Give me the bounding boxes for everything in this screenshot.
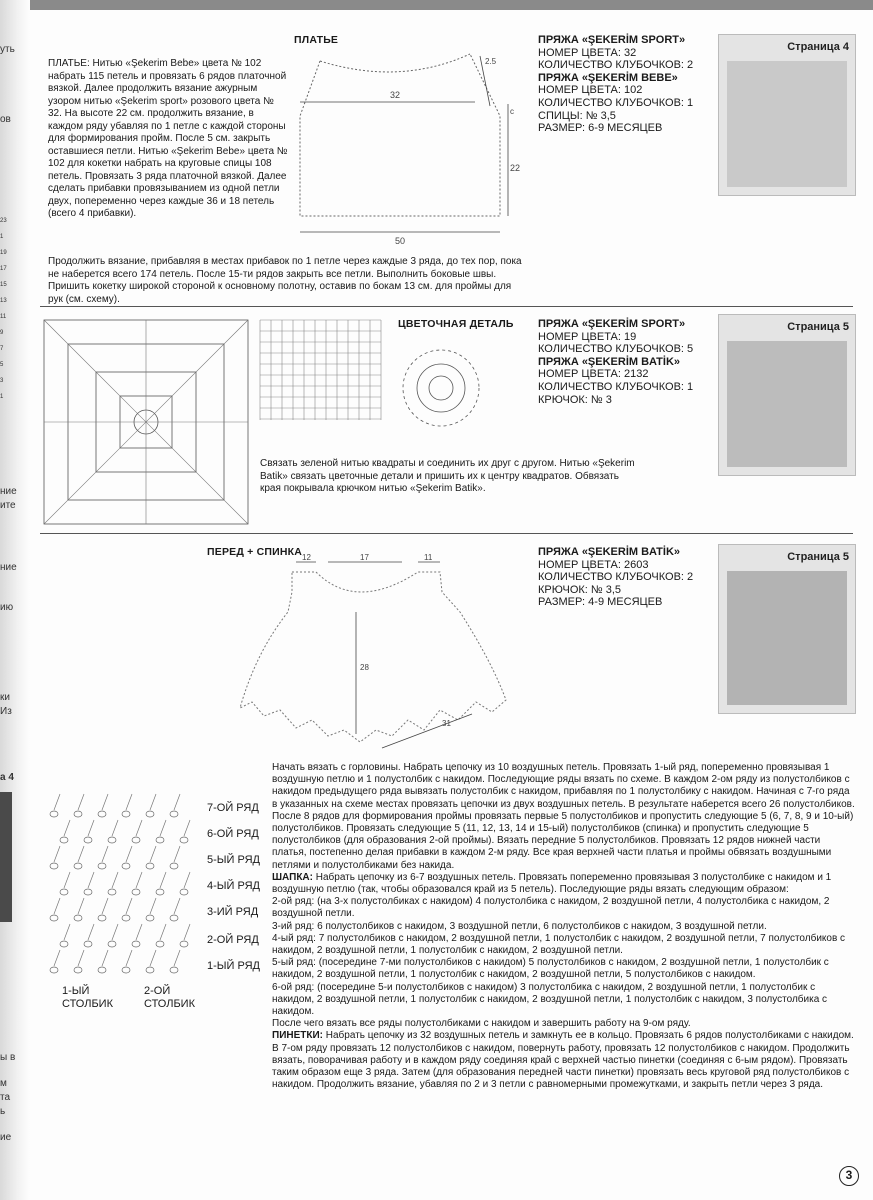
chain-stitch xyxy=(84,941,92,947)
treble-stitch xyxy=(136,924,142,940)
chain-stitch xyxy=(146,967,154,973)
chain-stitch xyxy=(98,915,106,921)
treble-stitch xyxy=(54,950,60,966)
yarn-detail: СПИЦЫ: № 3,5 xyxy=(538,109,616,122)
stitch-label-1b: СТОЛБИК xyxy=(62,998,113,1010)
treble-stitch xyxy=(174,794,180,810)
granny-square-chart xyxy=(40,316,254,528)
treble-stitch xyxy=(102,794,108,810)
dim-label: 2.5 xyxy=(485,57,497,66)
spine-text: ите xyxy=(0,500,16,511)
spine-number: 19 xyxy=(0,250,7,256)
chain-stitch xyxy=(50,811,58,817)
yarn-list-1 xyxy=(538,34,728,135)
treble-stitch xyxy=(102,898,108,914)
yarn-detail: КРЮЧОК: № 3 xyxy=(538,393,612,406)
stitch-label-2b: СТОЛБИК xyxy=(144,998,195,1010)
chain-stitch xyxy=(98,811,106,817)
chain-stitch xyxy=(132,941,140,947)
chain-stitch xyxy=(84,889,92,895)
row-instruction: 4-ый ряд: 7 полустолбиков с накидом, 2 воздушной петли, 1 полустолбик с накидом, 2 воздушной петли, 7 полустолбиков с накидом, 2 воздушной петли, 1 полустолбик с накидом, 2 воздушной петли. xyxy=(272,932,846,957)
spine-number: 23 xyxy=(0,218,7,224)
dress-photo xyxy=(727,61,847,187)
treble-stitch xyxy=(126,794,132,810)
chain-stitch xyxy=(108,837,116,843)
spine-number: 1 xyxy=(0,394,4,400)
treble-stitch xyxy=(64,820,70,836)
treble-stitch xyxy=(88,872,94,888)
page-number: 3 xyxy=(839,1166,859,1186)
chain-stitch xyxy=(170,811,178,817)
chain-stitch xyxy=(122,811,130,817)
dress-crochet-instructions xyxy=(272,762,856,1091)
treble-stitch xyxy=(64,872,70,888)
yarn-detail: КОЛИЧЕСТВО КЛУБОЧКОВ: 1 xyxy=(538,380,694,393)
treble-stitch xyxy=(174,846,180,862)
yarn-detail: КОЛИЧЕСТВО КЛУБОЧКОВ: 5 xyxy=(538,343,694,356)
dim-label: c xyxy=(510,107,514,116)
treble-stitch xyxy=(88,820,94,836)
chain-stitch xyxy=(84,837,92,843)
top-edge-strip xyxy=(0,0,873,10)
row-instruction: 3-ий ряд: 6 полустолбиков с накидом, 3 воздушной петли, 6 полустолбиков с накидом, 3 воздушной петли. xyxy=(272,920,767,932)
treble-stitch xyxy=(126,950,132,966)
chain-stitch xyxy=(170,863,178,869)
dress-outline xyxy=(300,54,500,216)
spine-number: 9 xyxy=(0,330,4,336)
spine-number: 1 xyxy=(0,234,4,240)
treble-stitch xyxy=(126,898,132,914)
treble-stitch xyxy=(54,794,60,810)
spine-text: ие xyxy=(0,1132,12,1143)
treble-stitch xyxy=(174,950,180,966)
chain-stitch xyxy=(108,941,116,947)
spine-text: ы в xyxy=(0,1052,16,1063)
row-instruction: 6-ой ряд: (посередине 5-и полустолбиков с накидом) 3 полустолбика с накидом, 2 воздушной петли, 1 полустолбик с накидом, 2 воздушной петли, 1 полустолбик с накидом, 2 воздушной петли, 1 полустолбик с накидом, 3 полустолбика с накидом. xyxy=(272,981,828,1018)
treble-stitch xyxy=(184,820,190,836)
spine-text: ию xyxy=(0,602,14,613)
treble-stitch xyxy=(78,794,84,810)
treble-stitch xyxy=(78,950,84,966)
chain-stitch xyxy=(50,967,58,973)
row-label: 3-ИЙ РЯД xyxy=(207,906,259,918)
paragraph: После чего вязать все ряды полустолбиками с накидом и завершить работу на 9-ом ряду. xyxy=(272,1018,691,1030)
spine-text: уть xyxy=(0,44,15,55)
front-back-title: ПЕРЕД + СПИНКА xyxy=(207,546,303,558)
treble-stitch xyxy=(184,872,190,888)
spine-text: ние xyxy=(0,562,17,573)
yarn-detail: НОМЕР ЦВЕТА: 102 xyxy=(538,84,643,97)
treble-stitch xyxy=(112,820,118,836)
chain-stitch xyxy=(108,889,116,895)
photo-page-ref: Страница 5 xyxy=(787,551,849,563)
treble-stitch xyxy=(102,950,108,966)
chain-stitch xyxy=(122,967,130,973)
stitch-label-2: 2-ОЙ xyxy=(144,985,171,997)
chain-stitch xyxy=(156,941,164,947)
row-label: 5-ЫЙ РЯД xyxy=(207,854,260,866)
paragraph xyxy=(272,872,856,896)
yarn-detail: РАЗМЕР: 6-9 МЕСЯЦЕВ xyxy=(538,122,663,135)
spine-number: 5 xyxy=(0,362,4,368)
crochet-row-chart xyxy=(40,770,205,980)
spine-text: ние xyxy=(0,486,17,497)
treble-stitch xyxy=(54,898,60,914)
yarn-heading: ПРЯЖА «ŞEKERİM SPORT» xyxy=(538,34,686,46)
chain-stitch xyxy=(156,837,164,843)
layout-grid xyxy=(258,318,390,426)
chain-stitch xyxy=(74,967,82,973)
dim-label: 31 xyxy=(442,719,451,728)
dim-line-31 xyxy=(382,714,472,748)
spine-number: 13 xyxy=(0,298,7,304)
yarn-detail: НОМЕР ЦВЕТА: 32 xyxy=(538,46,637,59)
booties-heading: ПИНЕТКИ: xyxy=(272,1030,323,1042)
baby-dress-schematic xyxy=(232,552,512,754)
treble-stitch xyxy=(174,898,180,914)
paragraph xyxy=(272,1030,856,1091)
row-instruction: 2-ой ряд: (на 3-х полустолбиках с накидом) 4 полустолбика с накидом, 2 воздушной петли, 4 полустолбика с накидом, 2 воздушной петли. xyxy=(272,896,830,920)
chain-stitch xyxy=(146,915,154,921)
chain-stitch xyxy=(180,837,188,843)
chain-stitch xyxy=(170,915,178,921)
treble-stitch xyxy=(54,846,60,862)
chain-stitch xyxy=(60,837,68,843)
dress-instructions-continued: Продолжить вязание, прибавляя в местах прибавок по 1 петле через каждые 3 ряда, до тех пор, пока не наберется всего 174 петель. После 15-ти рядов закрыть все петли. Выполнить боковые швы. Пришить кокетку широкой стороной к основному полотну, оставив по бокам 13 см. для проймы для рук (см. схему). xyxy=(48,256,522,305)
yarn-detail: КОЛИЧЕСТВО КЛУБОЧКОВ: 2 xyxy=(538,59,694,72)
treble-stitch xyxy=(78,898,84,914)
chain-stitch xyxy=(60,941,68,947)
blanket-instructions: Связать зеленой нитью квадраты и соединить их друг с другом. Нитью «Şekerim Batik» связать цветочные детали и пришить их к центру квадратов. Обвязать края покрывала крючком нитью «Şekerim Batik». xyxy=(260,458,635,494)
treble-stitch xyxy=(160,924,166,940)
treble-stitch xyxy=(78,846,84,862)
chain-stitch xyxy=(146,811,154,817)
treble-stitch xyxy=(150,898,156,914)
row-label: 1-ЫЙ РЯД xyxy=(207,960,260,972)
yarn-heading: ПРЯЖА «ŞEKERİM BATİK» xyxy=(538,355,681,368)
dim-label: 17 xyxy=(360,553,369,562)
yarn-detail: КОЛИЧЕСТВО КЛУБОЧКОВ: 1 xyxy=(538,96,694,109)
spine-number: 3 xyxy=(0,378,4,384)
yoke-curve xyxy=(320,54,470,72)
spine-text: а 4 xyxy=(0,772,14,783)
chain-stitch xyxy=(50,915,58,921)
chain-stitch xyxy=(122,863,130,869)
chain-stitch xyxy=(74,915,82,921)
yarn-detail: КОЛИЧЕСТВО КЛУБОЧКОВ: 2 xyxy=(538,571,694,584)
stitch-label-1: 1-ЫЙ xyxy=(62,985,90,997)
spine-number: 17 xyxy=(0,266,7,272)
yarn-detail: НОМЕР ЦВЕТА: 2132 xyxy=(538,368,649,381)
hat-heading: ШАПКА: xyxy=(272,871,313,883)
treble-stitch xyxy=(150,794,156,810)
yarn-detail: НОМЕР ЦВЕТА: 19 xyxy=(538,330,637,343)
dress-instructions: ПЛАТЬЕ: Нитью «Şekerim Bebe» цвета № 102 набрать 115 петель и провязать 6 рядов платочной вязкой. Далее продолжить вязание ажурным узором нитью «Şekerim sport» розового цвета № 32. На высоте 22 см. продолжить вязание, в каждом ряду убавляя по 1 петле с каждой стороны для формирования пройм. После 5 см. закрыть оставшиеся петли. Нитью «Şekerim Bebe» цвета № 102 для кокетки набрать на круговые спицы 108 петель. Провязать 3 ряда платочной вязкой. Далее сделать прибавки провязыванием из одной петли двух, попеременно через каждые 36 и 18 петель (всего 4 прибавки). xyxy=(48,58,288,219)
section-divider xyxy=(40,533,853,534)
treble-stitch xyxy=(112,872,118,888)
treble-stitch xyxy=(64,924,70,940)
row-label: 7-ОЙ РЯД xyxy=(207,802,259,814)
yarn-heading: ПРЯЖА «ŞEKERİM BEBE» xyxy=(538,71,678,84)
dim-label: 32 xyxy=(390,90,401,100)
chain-stitch xyxy=(132,837,140,843)
yarn-heading: ПРЯЖА «ŞEKERİM SPORT» xyxy=(538,318,686,330)
book-spine xyxy=(0,0,30,1200)
yarn-list-2 xyxy=(538,318,728,406)
chain-stitch xyxy=(74,811,82,817)
photo-page-ref: Страница 5 xyxy=(787,321,849,333)
spine-text: та xyxy=(0,1092,11,1103)
blanket-photo xyxy=(727,341,847,467)
treble-stitch xyxy=(136,820,142,836)
dim-label: 12 xyxy=(302,553,311,562)
yarn-list-3 xyxy=(538,546,728,609)
chain-stitch xyxy=(146,863,154,869)
yarn-detail: КРЮЧОК: № 3,5 xyxy=(538,583,622,596)
spine-text: ов xyxy=(0,114,11,125)
treble-stitch xyxy=(160,872,166,888)
row-instruction: 5-ый ряд: (посередине 7-ми полустолбиков с накидом) 5 полустолбиков с накидом, 2 воздушной петли, 1 полустолбик с накидом, 2 воздушной петли, 1 полустолбик с накидом, 2 воздушной петли, 5 полустолбиков с накидом. xyxy=(272,957,829,981)
row-label: 2-ОЙ РЯД xyxy=(207,934,259,946)
treble-stitch xyxy=(184,924,190,940)
hat-text: Набрать цепочку из 6-7 воздушных петель. Провязать попеременно провязывая 3 полустолбике с накидом и 1 воздушную петлю (так, чтобы образовался край из 5 петель). Последующие ряды вязать следующим образом: xyxy=(272,871,832,896)
dim-label: 28 xyxy=(360,663,369,672)
treble-stitch xyxy=(160,820,166,836)
chain-stitch xyxy=(98,967,106,973)
photo-page-ref: Страница 4 xyxy=(787,41,849,53)
dim-label: 50 xyxy=(395,236,406,246)
flower-title: ЦВЕТОЧНАЯ ДЕТАЛЬ xyxy=(398,318,514,330)
treble-stitch xyxy=(150,950,156,966)
baby-dress-photo xyxy=(727,571,847,705)
chain-stitch xyxy=(122,915,130,921)
chain-stitch xyxy=(132,889,140,895)
treble-stitch xyxy=(102,846,108,862)
chain-stitch xyxy=(180,941,188,947)
chain-stitch xyxy=(156,889,164,895)
spine-number: 15 xyxy=(0,282,7,288)
treble-stitch xyxy=(126,846,132,862)
section-divider xyxy=(40,306,853,307)
spine-number: 7 xyxy=(0,346,4,352)
treble-stitch xyxy=(150,846,156,862)
dress-schematic xyxy=(290,46,520,246)
chain-stitch xyxy=(50,863,58,869)
spine-text: Из xyxy=(0,706,12,717)
photo-blanket xyxy=(718,314,856,476)
treble-stitch xyxy=(112,924,118,940)
paragraph: Начать вязать с горловины. Набрать цепочку из 10 воздушных петель. Провязать 1-ый ряд, попеременно провязывая 1 воздушную петлю и 1 полустолбик с накидом. Последующие ряды вязать по схеме. В каждом 2-ом ряду из полустолбиков с накидом предыдущего ряда вывязать полустолбик с накидом, прибавляя по 1 полустолбику с накидом. Начиная с 7-го ряда в указанных на схеме местах провязать цепочки из двух воздушных петель. В результате наберется всего 26 полустолбиков. После 8 рядов для формирования проймы провязать первые 5 полустолбиков и пропустить следующие 5 (6, 7, 8, 9 и 10-ый) полустолбиков. Провязать следующие 5 (11, 12, 13, 14 и 15-ый) полустолбиков (спинка) и пропустить следующие 5 полустолбиков (для образования 2-ой проймы). Вязать передние 5 полустолбиков. Провязать 12 рядов нижней части платья, постепенно делая прибавки в каждом 2-м ряду. Все края верхней части платья и проймы обвязать воздушными петлями и полустолбиками без накида. xyxy=(272,762,855,871)
chain-stitch xyxy=(180,889,188,895)
spine-text: ь xyxy=(0,1106,6,1117)
chain-stitch xyxy=(98,863,106,869)
spine-text: м xyxy=(0,1078,7,1089)
yarn-heading: ПРЯЖА «ŞEKERİM BATİK» xyxy=(538,546,681,558)
spine-text: ки xyxy=(0,692,10,703)
photo-baby-dress xyxy=(718,544,856,714)
treble-stitch xyxy=(136,872,142,888)
dim-label: 11 xyxy=(424,553,433,562)
flower-chart xyxy=(396,330,486,442)
spine-number: 11 xyxy=(0,314,7,320)
row-label: 6-ОЙ РЯД xyxy=(207,828,259,840)
booties-text: Набрать цепочку из 32 воздушных петель и замкнуть ее в кольцо. Провязать 6 рядов полустолбиками с накидом. В 7-ом ряду провязать 12 полустолбиков с накидом, повернуть работу, провязать 12 полустолбиков с накидом. Продолжить вязать, поворачивая работу и в каждом ряду соединяя край с верхней частью пинетки (соединяя с 6-ым рядом). Провязать таким образом еще 3 ряда. Затем (для образования передней части пинетки) провязать весь круговой ряд полустолбиков с накидом. Продолжить вязание, убавляя по 2 и 3 петли с равномерными промежутками, и закрыть петли через 3 ряда. xyxy=(272,1030,854,1091)
dim-label: 22 xyxy=(510,163,520,173)
spine-photo-strip xyxy=(0,792,12,922)
yarn-detail: НОМЕР ЦВЕТА: 2603 xyxy=(538,558,649,571)
yarn-detail: РАЗМЕР: 4-9 МЕСЯЦЕВ xyxy=(538,596,663,609)
chain-stitch xyxy=(60,889,68,895)
chain-stitch xyxy=(170,967,178,973)
row-label: 4-ЫЙ РЯД xyxy=(207,880,260,892)
treble-stitch xyxy=(88,924,94,940)
dress-diagram-title: ПЛАТЬЕ xyxy=(294,34,339,46)
chain-stitch xyxy=(74,863,82,869)
photo-dress xyxy=(718,34,856,196)
